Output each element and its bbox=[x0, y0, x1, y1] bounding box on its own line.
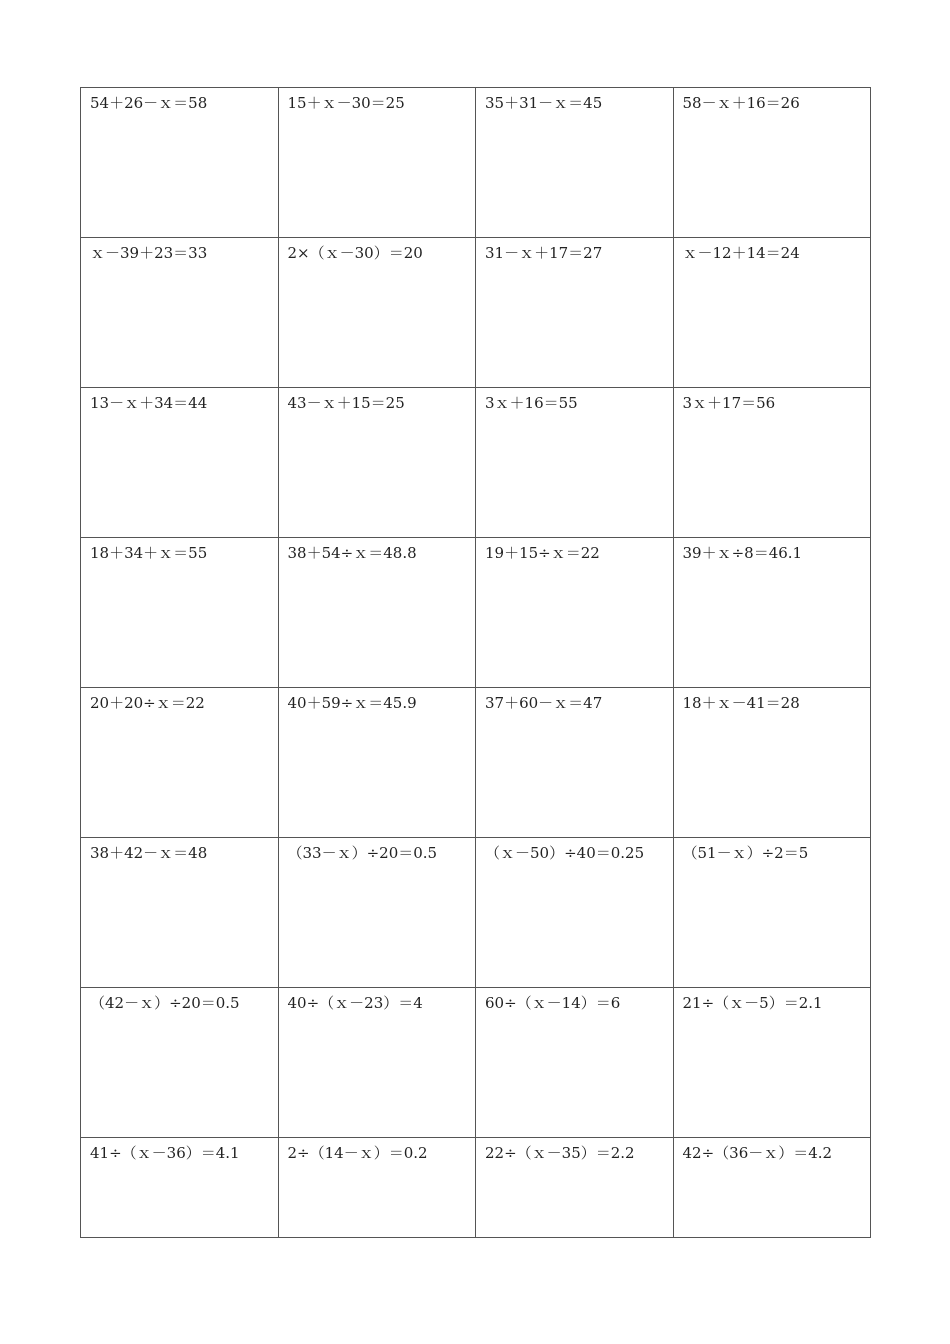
table-row bbox=[81, 88, 871, 238]
equation-cell[interactable]: （33－ｘ）÷20＝0.5 bbox=[278, 838, 476, 988]
table-row bbox=[81, 388, 871, 538]
equation-cell[interactable]: （42－ｘ）÷20＝0.5 bbox=[81, 988, 279, 1138]
equation-cell[interactable]: 38＋42－ｘ＝48 bbox=[81, 838, 279, 988]
equation-cell[interactable]: 2×（ｘ－30）＝20 bbox=[278, 238, 476, 388]
equation-cell[interactable]: 37＋60－ｘ＝47 bbox=[476, 688, 674, 838]
table-row bbox=[81, 1138, 871, 1238]
equation-cell[interactable]: 22÷（ｘ－35）＝2.2 bbox=[476, 1138, 674, 1238]
equation-cell[interactable]: 3ｘ＋17＝56 bbox=[673, 388, 871, 538]
table-row bbox=[81, 538, 871, 688]
equation-cell[interactable]: 60÷（ｘ－14）＝6 bbox=[476, 988, 674, 1138]
table-row bbox=[81, 238, 871, 388]
equation-cell[interactable]: （51－ｘ）÷2＝5 bbox=[673, 838, 871, 988]
equation-cell[interactable]: 19＋15÷ｘ＝22 bbox=[476, 538, 674, 688]
equation-cell[interactable]: 21÷（ｘ－5）＝2.1 bbox=[673, 988, 871, 1138]
equation-cell[interactable]: 42÷（36－ｘ）＝4.2 bbox=[673, 1138, 871, 1238]
equation-cell[interactable]: ｘ－12＋14＝24 bbox=[673, 238, 871, 388]
equation-cell[interactable]: ｘ－39＋23＝33 bbox=[81, 238, 279, 388]
table-row bbox=[81, 688, 871, 838]
equation-cell[interactable]: 20＋20÷ｘ＝22 bbox=[81, 688, 279, 838]
equation-cell[interactable]: 43－ｘ＋15＝25 bbox=[278, 388, 476, 538]
equation-cell[interactable]: 13－ｘ＋34＝44 bbox=[81, 388, 279, 538]
equation-cell[interactable]: （ｘ－50）÷40＝0.25 bbox=[476, 838, 674, 988]
equation-cell[interactable]: 40÷（ｘ－23）＝4 bbox=[278, 988, 476, 1138]
equation-cell[interactable]: 54＋26－ｘ＝58 bbox=[81, 88, 279, 238]
equation-cell[interactable]: 18＋ｘ－41＝28 bbox=[673, 688, 871, 838]
equation-cell[interactable]: 18＋34＋ｘ＝55 bbox=[81, 538, 279, 688]
equation-cell[interactable]: 35＋31－ｘ＝45 bbox=[476, 88, 674, 238]
table-row bbox=[81, 838, 871, 988]
equation-cell[interactable]: 58－ｘ＋16＝26 bbox=[673, 88, 871, 238]
equation-cell[interactable]: 2÷（14－ｘ）＝0.2 bbox=[278, 1138, 476, 1238]
equation-cell[interactable]: 3ｘ＋16＝55 bbox=[476, 388, 674, 538]
equation-cell[interactable]: 31－ｘ＋17＝27 bbox=[476, 238, 674, 388]
equation-cell[interactable]: 39＋ｘ÷8＝46.1 bbox=[673, 538, 871, 688]
equation-worksheet-table bbox=[80, 87, 871, 1238]
table-row bbox=[81, 988, 871, 1138]
equation-cell[interactable]: 15＋ｘ－30＝25 bbox=[278, 88, 476, 238]
equation-cell[interactable]: 41÷（ｘ－36）＝4.1 bbox=[81, 1138, 279, 1238]
equation-cell[interactable]: 40＋59÷ｘ＝45.9 bbox=[278, 688, 476, 838]
equation-cell[interactable]: 38＋54÷ｘ＝48.8 bbox=[278, 538, 476, 688]
